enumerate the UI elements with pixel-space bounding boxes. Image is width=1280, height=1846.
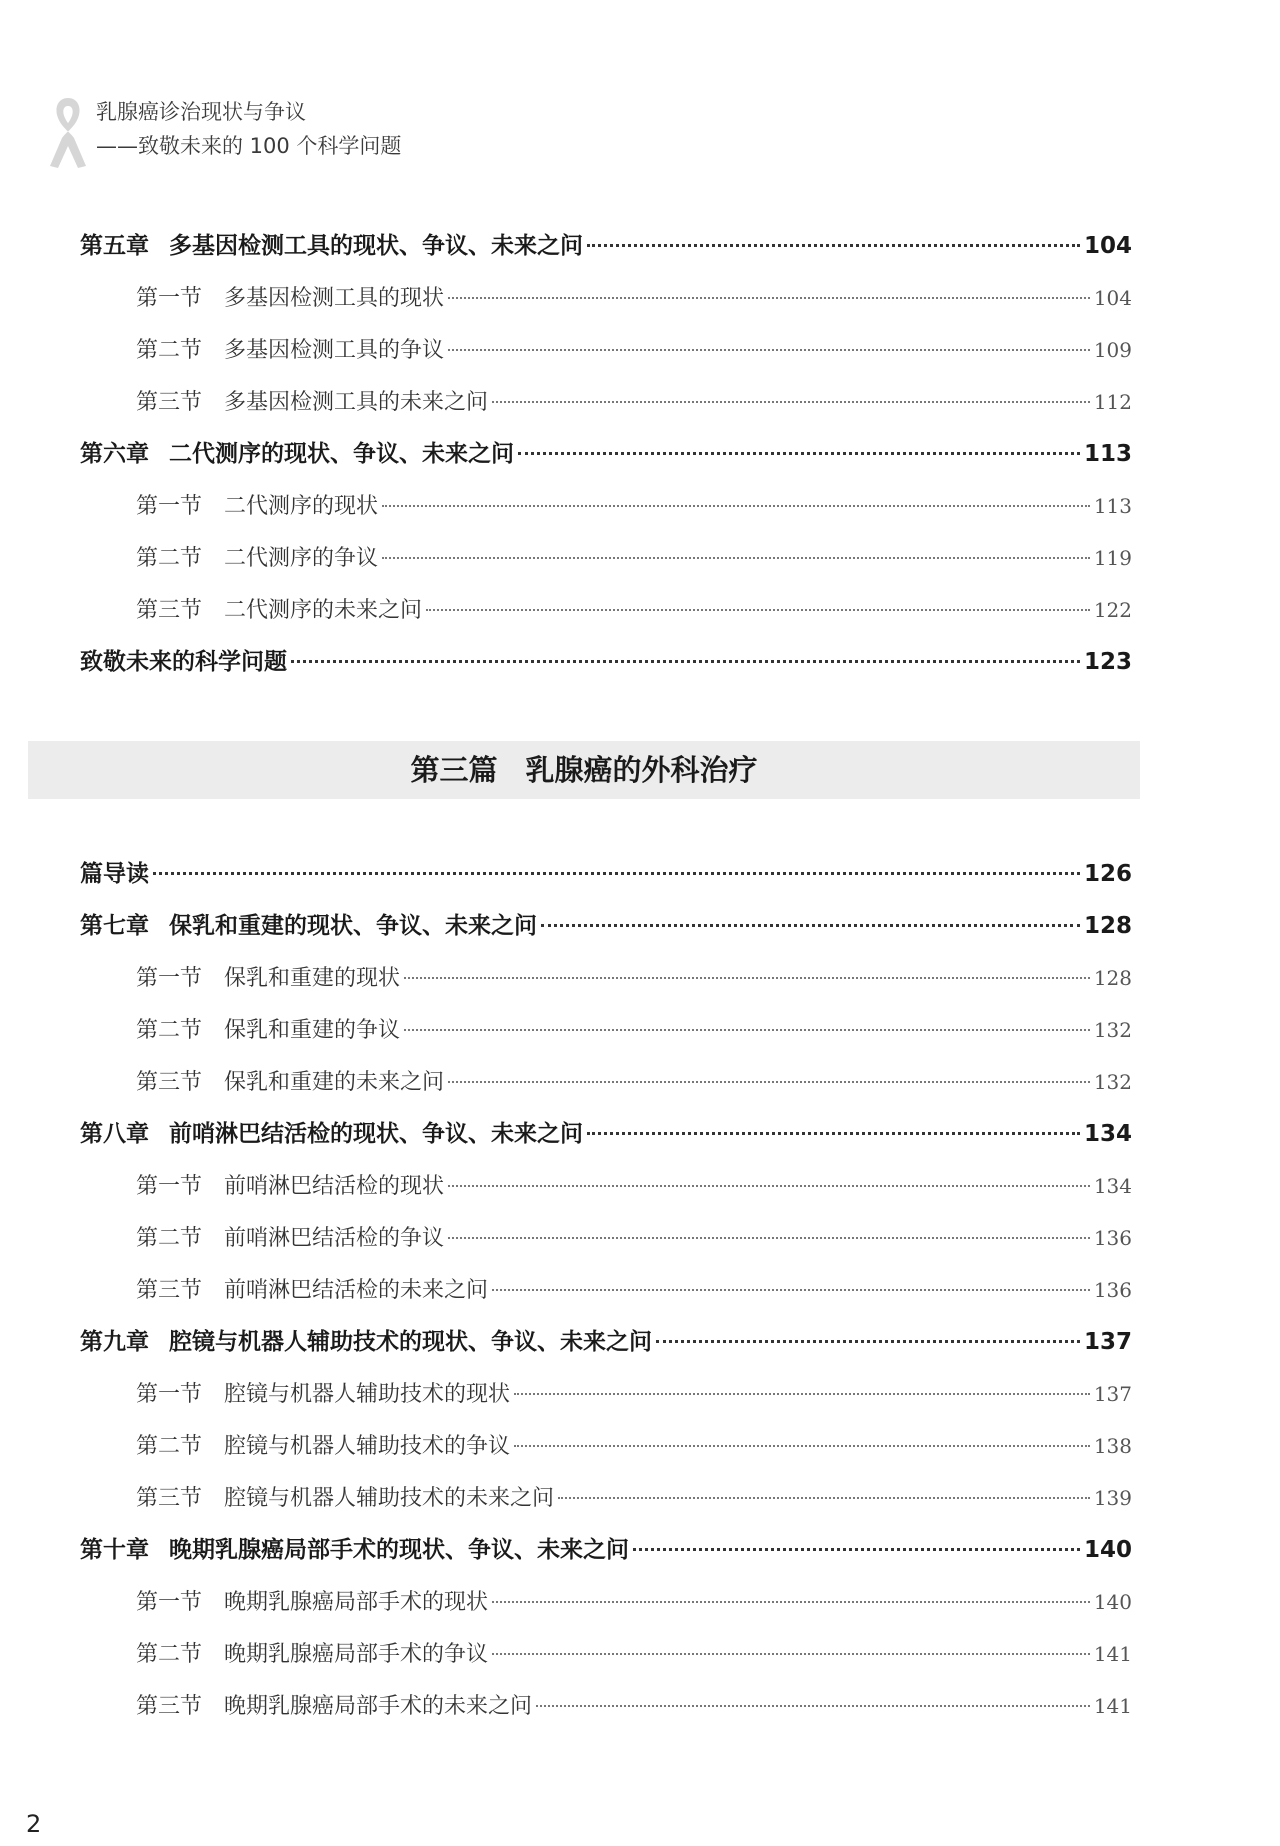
dot-leader xyxy=(382,557,1090,559)
toc-entry-number: 第一节 xyxy=(136,1174,203,1199)
toc-entry-page: 113 xyxy=(1083,441,1132,467)
toc-section-entry[interactable] xyxy=(80,1576,1132,1628)
dot-leader xyxy=(492,1653,1090,1655)
toc-entry-label xyxy=(136,1161,444,1213)
toc-section-entry[interactable] xyxy=(80,532,1132,584)
toc-entry-title: 致敬未来的科学问题 xyxy=(80,649,287,675)
toc-entry-page: 126 xyxy=(1083,861,1132,887)
toc-entry-label xyxy=(136,481,378,533)
toc-section-entry[interactable] xyxy=(80,1680,1132,1732)
pink-ribbon-icon xyxy=(40,92,96,172)
toc-entry-title: 保乳和重建的未来之问 xyxy=(224,1070,445,1095)
toc-section-entry[interactable] xyxy=(80,376,1132,428)
toc-entry-label xyxy=(136,533,378,585)
toc-entry-label xyxy=(80,220,583,272)
dot-leader xyxy=(448,297,1090,299)
toc-entry-page: 136 xyxy=(1093,1226,1132,1250)
toc-section-entry[interactable] xyxy=(80,324,1132,376)
toc-entry-number: 第三节 xyxy=(136,1070,203,1095)
toc-entry-page: 128 xyxy=(1093,966,1132,990)
toc-entry-title: 腔镜与机器人辅助技术的现状 xyxy=(224,1382,511,1407)
toc-entry-label xyxy=(80,1108,583,1160)
toc-entry-page: 119 xyxy=(1093,546,1132,570)
toc-entry-title: 晚期乳腺癌局部手术的现状、争议、未来之问 xyxy=(169,1537,629,1563)
toc-entry-label xyxy=(136,377,488,429)
toc-chapter-entry[interactable] xyxy=(80,636,1132,688)
toc-entry-label xyxy=(136,1629,488,1681)
toc-entry-page: 122 xyxy=(1093,598,1132,622)
toc-entry-number: 第六章 xyxy=(80,441,149,467)
dot-leader xyxy=(492,401,1090,403)
toc-section-entry[interactable] xyxy=(80,1628,1132,1680)
dot-leader xyxy=(382,505,1090,507)
toc-entry-title: 二代测序的争议 xyxy=(224,546,379,571)
toc-section-entry[interactable] xyxy=(80,272,1132,324)
toc-entry-page: 123 xyxy=(1083,649,1132,675)
toc-chapter-entry[interactable] xyxy=(80,220,1132,272)
toc-entry-number: 第三节 xyxy=(136,1694,203,1719)
dot-leader xyxy=(514,1393,1090,1395)
toc-entry-page: 113 xyxy=(1093,494,1132,518)
dot-leader xyxy=(404,1029,1090,1031)
toc-entry-number: 第三节 xyxy=(136,1278,203,1303)
book-subtitle: ——致敬未来的 100 个科学问题 xyxy=(96,134,402,158)
toc-entry-title: 多基因检测工具的争议 xyxy=(224,338,445,363)
toc-entry-label xyxy=(136,1421,510,1473)
toc-entry-number: 第三节 xyxy=(136,1486,203,1511)
dot-leader xyxy=(448,1081,1090,1083)
toc-entry-number: 第一节 xyxy=(136,966,203,991)
toc-entry-label xyxy=(80,428,514,480)
toc-entry-number: 第一节 xyxy=(136,1590,203,1615)
toc-list-bottom xyxy=(80,848,1132,1732)
dot-leader xyxy=(541,924,1080,927)
toc-entry-label xyxy=(136,1473,554,1525)
toc-entry-label xyxy=(80,636,287,688)
toc-entry-title: 腔镜与机器人辅助技术的争议 xyxy=(224,1434,511,1459)
toc-entry-title: 保乳和重建的现状、争议、未来之问 xyxy=(169,913,537,939)
dot-leader xyxy=(656,1340,1080,1343)
toc-entry-page: 137 xyxy=(1083,1329,1132,1355)
dot-leader xyxy=(153,872,1080,875)
toc-entry-label xyxy=(80,848,149,900)
toc-entry-title: 前哨淋巴结活检的未来之问 xyxy=(224,1278,489,1303)
toc-chapter-entry[interactable] xyxy=(80,848,1132,900)
dot-leader xyxy=(492,1289,1090,1291)
toc-entry-page: 134 xyxy=(1083,1121,1132,1147)
toc-chapter-entry[interactable] xyxy=(80,1316,1132,1368)
toc-entry-label xyxy=(80,1316,652,1368)
toc-entry-page: 140 xyxy=(1093,1590,1132,1614)
toc-entry-label xyxy=(136,1369,510,1421)
toc-entry-page: 109 xyxy=(1093,338,1132,362)
dot-leader xyxy=(448,349,1090,351)
toc-entry-number: 第二节 xyxy=(136,546,203,571)
toc-entry-title: 腔镜与机器人辅助技术的未来之问 xyxy=(224,1486,555,1511)
toc-entry-number: 第二节 xyxy=(136,1018,203,1043)
toc-entry-title: 前哨淋巴结活检的争议 xyxy=(224,1226,445,1251)
toc-section-entry[interactable] xyxy=(80,1212,1132,1264)
toc-section-entry[interactable] xyxy=(80,1056,1132,1108)
dot-leader xyxy=(514,1445,1090,1447)
dot-leader xyxy=(587,1132,1080,1135)
toc-entry-page: 112 xyxy=(1093,390,1132,414)
toc-entry-title: 前哨淋巴结活检的现状 xyxy=(224,1174,445,1199)
toc-entry-label xyxy=(136,273,444,325)
dot-leader xyxy=(558,1497,1090,1499)
toc-entry-title: 保乳和重建的现状 xyxy=(224,966,401,991)
dot-leader xyxy=(404,977,1090,979)
toc-entry-title: 晚期乳腺癌局部手术的现状 xyxy=(224,1590,489,1615)
toc-entry-page: 139 xyxy=(1093,1486,1132,1510)
toc-entry-page: 140 xyxy=(1083,1537,1132,1563)
toc-chapter-entry[interactable] xyxy=(80,428,1132,480)
toc-entry-page: 132 xyxy=(1093,1070,1132,1094)
toc-entry-title: 腔镜与机器人辅助技术的现状、争议、未来之问 xyxy=(169,1329,652,1355)
toc-entry-label xyxy=(136,325,444,377)
toc-entry-number: 第二节 xyxy=(136,338,203,363)
toc-entry-page: 134 xyxy=(1093,1174,1132,1198)
toc-entry-page: 136 xyxy=(1093,1278,1132,1302)
dot-leader xyxy=(426,609,1090,611)
toc-entry-title: 晚期乳腺癌局部手术的争议 xyxy=(224,1642,489,1667)
toc-entry-title: 二代测序的未来之问 xyxy=(224,598,423,623)
toc-entry-label xyxy=(80,900,537,952)
toc-entry-number: 第二节 xyxy=(136,1642,203,1667)
dot-leader xyxy=(587,244,1080,247)
dot-leader xyxy=(536,1705,1090,1707)
toc-entry-number: 第二节 xyxy=(136,1434,203,1459)
part-number: 第三篇 xyxy=(410,753,498,787)
dot-leader xyxy=(633,1548,1080,1551)
toc-entry-title: 二代测序的现状 xyxy=(224,494,379,519)
toc-entry-label xyxy=(136,1681,532,1733)
toc-entry-label xyxy=(136,1577,488,1629)
toc-entry-page: 141 xyxy=(1093,1694,1132,1718)
toc-list-top xyxy=(80,220,1132,688)
toc-entry-title: 晚期乳腺癌局部手术的未来之问 xyxy=(224,1694,533,1719)
toc-section-entry[interactable] xyxy=(80,1472,1132,1524)
toc-entry-page: 104 xyxy=(1083,233,1132,259)
toc-entry-page: 138 xyxy=(1093,1434,1132,1458)
toc-entry-number: 第九章 xyxy=(80,1329,149,1355)
toc-entry-label xyxy=(136,953,400,1005)
dot-leader xyxy=(492,1601,1090,1603)
running-header xyxy=(40,92,440,172)
part-banner xyxy=(28,741,1140,799)
toc-section-entry[interactable] xyxy=(80,1368,1132,1420)
toc-chapter-entry[interactable] xyxy=(80,900,1132,952)
toc-entry-title: 多基因检测工具的现状 xyxy=(224,286,445,311)
toc-entry-number: 第十章 xyxy=(80,1537,149,1563)
toc-entry-number: 第二节 xyxy=(136,1226,203,1251)
part-title: 乳腺癌的外科治疗 xyxy=(525,753,758,787)
toc-entry-title: 篇导读 xyxy=(80,861,149,887)
toc-entry-page: 104 xyxy=(1093,286,1132,310)
toc-entry-title: 多基因检测工具的现状、争议、未来之问 xyxy=(169,233,583,259)
dot-leader xyxy=(448,1237,1090,1239)
toc-chapter-entry[interactable] xyxy=(80,1524,1132,1576)
toc-chapter-entry[interactable] xyxy=(80,1108,1132,1160)
book-title: 乳腺癌诊治现状与争议 xyxy=(96,100,306,124)
toc-section-entry[interactable] xyxy=(80,1420,1132,1472)
toc-entry-number: 第一节 xyxy=(136,286,203,311)
toc-entry-page: 132 xyxy=(1093,1018,1132,1042)
toc-entry-label xyxy=(136,1057,444,1109)
toc-entry-page: 141 xyxy=(1093,1642,1132,1666)
toc-entry-page: 137 xyxy=(1093,1382,1132,1406)
toc-entry-number: 第一节 xyxy=(136,1382,203,1407)
toc-entry-title: 保乳和重建的争议 xyxy=(224,1018,401,1043)
toc-section-entry[interactable] xyxy=(80,952,1132,1004)
toc-entry-number: 第五章 xyxy=(80,233,149,259)
toc-entry-title: 多基因检测工具的未来之问 xyxy=(224,390,489,415)
toc-section-entry[interactable] xyxy=(80,584,1132,636)
toc-entry-title: 二代测序的现状、争议、未来之问 xyxy=(169,441,514,467)
toc-entry-number: 第三节 xyxy=(136,598,203,623)
page-number: 2 xyxy=(26,1810,42,1838)
dot-leader xyxy=(291,660,1080,663)
toc-section-entry[interactable] xyxy=(80,1004,1132,1056)
toc-entry-label xyxy=(136,1265,488,1317)
toc-entry-number: 第三节 xyxy=(136,390,203,415)
toc-entry-label xyxy=(80,1524,629,1576)
toc-section-entry[interactable] xyxy=(80,1160,1132,1212)
toc-entry-label xyxy=(136,1213,444,1265)
toc-entry-page: 128 xyxy=(1083,913,1132,939)
toc-section-entry[interactable] xyxy=(80,480,1132,532)
toc-entry-label xyxy=(136,1005,400,1057)
toc-entry-title: 前哨淋巴结活检的现状、争议、未来之问 xyxy=(169,1121,583,1147)
toc-section-entry[interactable] xyxy=(80,1264,1132,1316)
toc-entry-number: 第一节 xyxy=(136,494,203,519)
toc-entry-number: 第八章 xyxy=(80,1121,149,1147)
dot-leader xyxy=(518,452,1080,455)
toc-entry-label xyxy=(136,585,422,637)
dot-leader xyxy=(448,1185,1090,1187)
toc-entry-number: 第七章 xyxy=(80,913,149,939)
